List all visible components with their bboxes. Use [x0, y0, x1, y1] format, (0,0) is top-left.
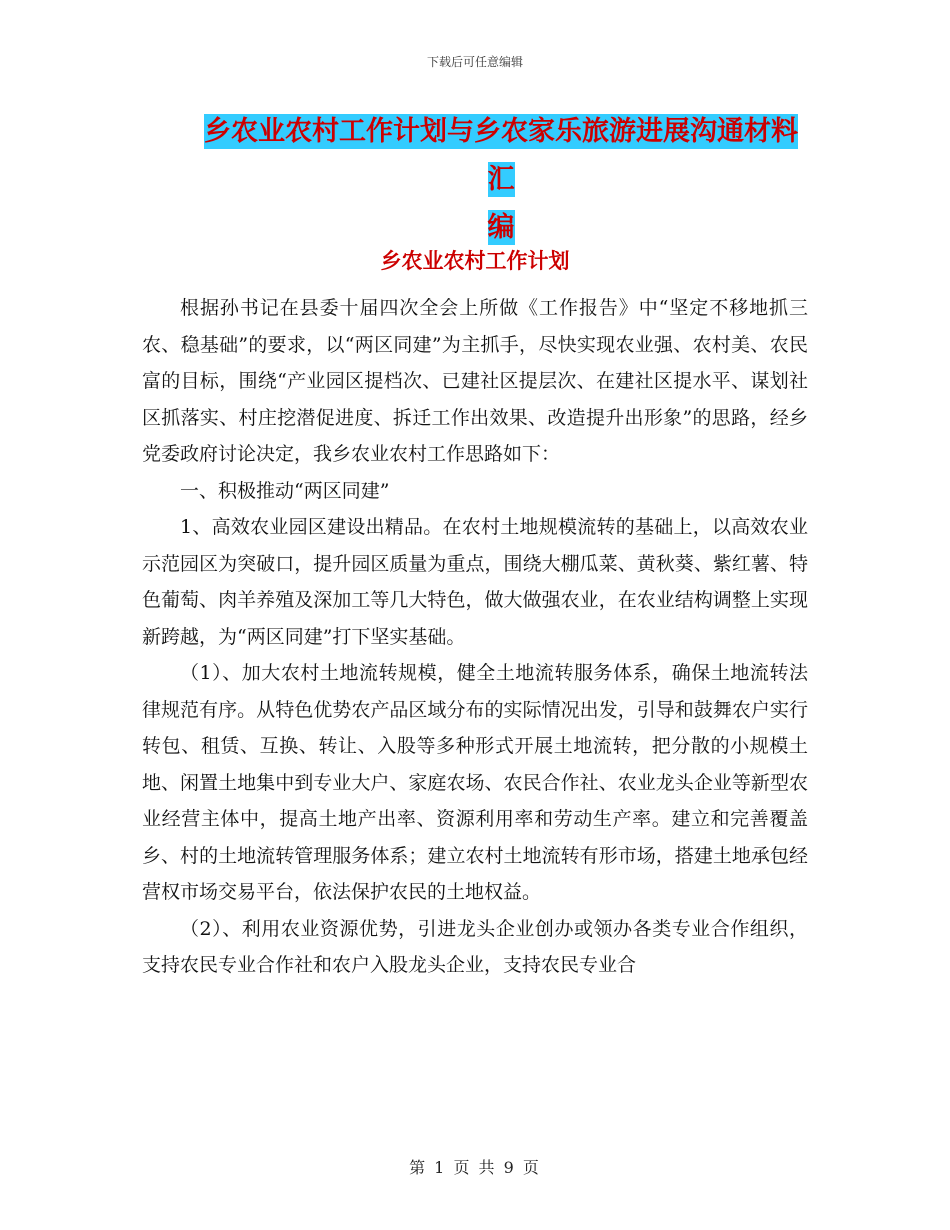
paragraph-item-1: 1、高效农业园区建设出精品。在农村土地规模流转的基础上，以高效农业示范园区为突破口，提升园区质量为重点，围绕大棚瓜菜、黄秋葵、紫红薯、特色葡萄、肉羊养殖及深加工等几大特色，做大做强农业，在农业结构调整上实现新跨越，为“两区同建”打下坚实基础。	[142, 516, 808, 648]
header-note: 下载后可任意编辑	[426, 55, 523, 69]
page-number-footer: 第 1 页 共 9 页	[409, 1158, 541, 1177]
document-title-line-2: 编	[487, 212, 515, 243]
paragraph-intro: 根据孙书记在县委十届四次全会上所做《工作报告》中“坚定不移地抓三农、稳基础”的要求，以“两区同建”为主抓手，尽快实现农业强、农村美、农民富的目标，围绕“产业园区提档次、已建社区提层次、在建社区提水平、谋划社区抓落实、村庄挖潜促进度、拆迁工作出效果、改造提升出形象”的思路，经乡党委政府讨论决定，我乡农业农村工作思路如下：	[142, 297, 808, 465]
document-body	[142, 290, 808, 984]
document-title-line-1: 乡农业农村工作计划与乡农家乐旅游进展沟通材料汇	[204, 116, 798, 195]
paragraph-subitem-2: （2）、利用农业资源优势，引进龙头企业创办或领办各类专业合作组织，支持农民专业合作社和农户入股龙头企业，支持农民专业合	[142, 917, 808, 976]
paragraph-heading-1: 一、积极推动“两区同建”	[180, 479, 390, 502]
document-title	[195, 108, 807, 252]
section-title: 乡农业农村工作计划	[380, 249, 570, 273]
paragraph-subitem-1: （1）、加大农村土地流转规模，健全土地流转服务体系，确保土地流转法律规范有序。从特色优势农产品区域分布的实际情况出发，引导和鼓舞农户实行转包、租赁、互换、转让、入股等多种形式开展土地流转，把分散的小规模土地、闲置土地集中到专业大户、家庭农场、农民合作社、农业龙头企业等新型农业经营主体中，提高土地产出率、资源利用率和劳动生产率。建立和完善覆盖乡、村的土地流转管理服务体系；建立农村土地流转有形市场，搭建土地承包经营权市场交易平台，依法保护农民的土地权益。	[142, 662, 808, 903]
